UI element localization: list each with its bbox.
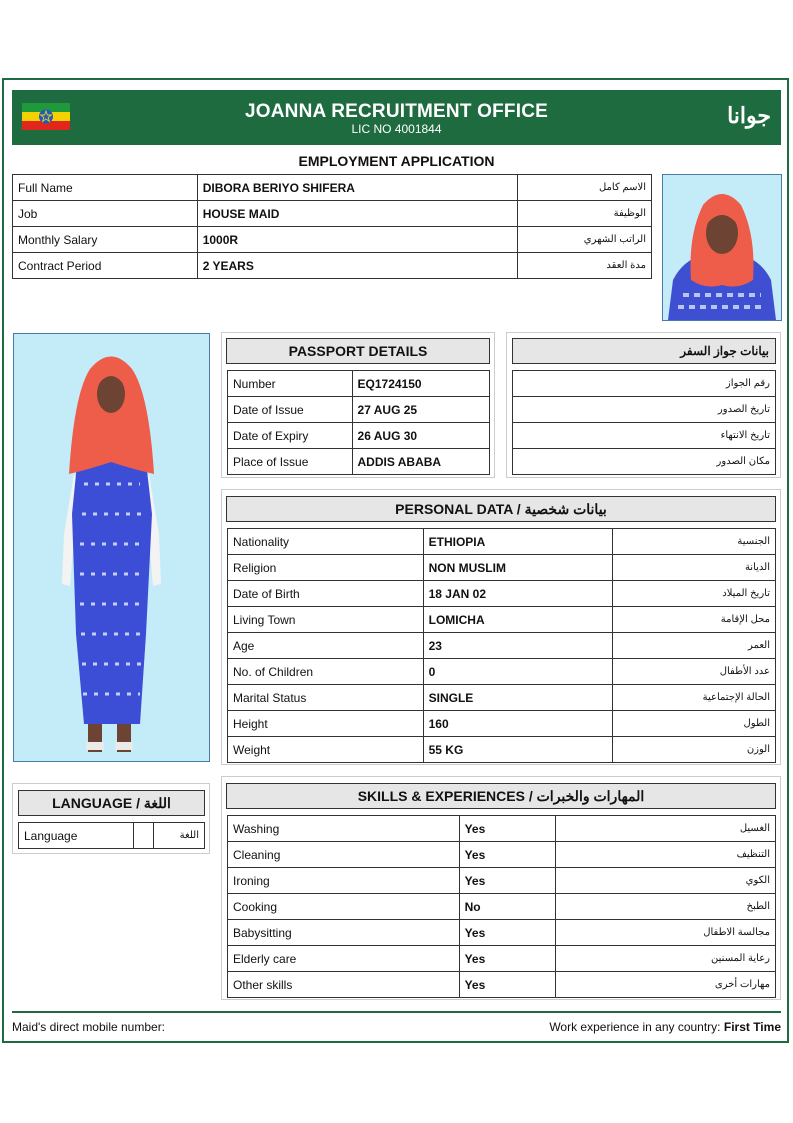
summary-value: HOUSE MAID (197, 201, 517, 227)
personal-label-arabic: الحالة الإجتماعية (613, 685, 776, 711)
table-row (228, 920, 776, 946)
summary-label: Job (13, 201, 198, 227)
table-row (228, 868, 776, 894)
table-row (513, 371, 776, 397)
summary-label-arabic: الاسم كامل (518, 175, 652, 201)
skill-label: Other skills (228, 972, 460, 998)
skill-value: Yes (459, 920, 556, 946)
table-row (228, 449, 490, 475)
passport-arabic-panel (506, 332, 781, 478)
personal-value: 18 JAN 02 (423, 581, 613, 607)
passport-label: Place of Issue (228, 449, 353, 475)
personal-value: 0 (423, 659, 613, 685)
summary-value: DIBORA BERIYO SHIFERA (197, 175, 517, 201)
summary-value: 2 YEARS (197, 253, 517, 279)
passport-label: Number (228, 371, 353, 397)
personal-label: Religion (228, 555, 424, 581)
personal-value: NON MUSLIM (423, 555, 613, 581)
skill-label-arabic: التنظيف (556, 842, 776, 868)
personal-label-arabic: الوزن (613, 737, 776, 763)
header-banner (12, 90, 781, 145)
passport-label-arabic: مكان الصدور (513, 449, 776, 475)
personal-value: SINGLE (423, 685, 613, 711)
table-row (228, 946, 776, 972)
portrait-photo (662, 174, 782, 321)
personal-label: Living Town (228, 607, 424, 633)
passport-label: Date of Issue (228, 397, 353, 423)
summary-label-arabic: الوظيفة (518, 201, 652, 227)
org-name-arabic: جوانا (727, 103, 771, 128)
summary-label: Full Name (13, 175, 198, 201)
language-heading: LANGUAGE / اللغة (18, 790, 205, 816)
table-row (513, 423, 776, 449)
personal-label-arabic: الجنسية (613, 529, 776, 555)
skills-table (227, 815, 776, 998)
passport-panel (221, 332, 495, 478)
skill-value: No (459, 894, 556, 920)
passport-table (227, 370, 490, 475)
table-row (228, 529, 776, 555)
skill-label-arabic: مجالسة الاطفال (556, 920, 776, 946)
skills-heading: SKILLS & EXPERIENCES / المهارات والخبرات (226, 783, 776, 809)
passport-label: Date of Expiry (228, 423, 353, 449)
table-row (13, 227, 652, 253)
summary-value: 1000R (197, 227, 517, 253)
summary-label: Contract Period (13, 253, 198, 279)
table-row (13, 253, 652, 279)
page-title: EMPLOYMENT APPLICATION (298, 153, 495, 169)
personal-label-arabic: العمر (613, 633, 776, 659)
passport-heading-arabic: بيانات جواز السفر (512, 338, 776, 364)
summary-label-arabic: الراتب الشهري (518, 227, 652, 253)
full-body-photo (13, 333, 210, 762)
table-row (228, 423, 490, 449)
personal-label-arabic: الديانة (613, 555, 776, 581)
license-number: LIC NO 4001844 (351, 122, 442, 136)
table-row (228, 555, 776, 581)
org-name: JOANNA RECRUITMENT OFFICE (244, 101, 549, 122)
skill-label: Babysitting (228, 920, 460, 946)
table-row (228, 737, 776, 763)
personal-label: Height (228, 711, 424, 737)
personal-label-arabic: تاريخ الميلاد (613, 581, 776, 607)
table-row (228, 816, 776, 842)
mobile-number-label: Maid's direct mobile number: (12, 1020, 166, 1034)
summary-label-arabic: مدة العقد (518, 253, 652, 279)
skill-label: Cleaning (228, 842, 460, 868)
table-row (228, 633, 776, 659)
personal-label: Weight (228, 737, 424, 763)
personal-data-heading: PERSONAL DATA / بيانات شخصية (226, 496, 776, 522)
skill-value: Yes (459, 946, 556, 972)
passport-value: 27 AUG 25 (352, 397, 489, 423)
passport-label-arabic: تاريخ الانتهاء (513, 423, 776, 449)
skill-label: Ironing (228, 868, 460, 894)
skill-label-arabic: مهارات أخرى (556, 972, 776, 998)
work-experience-value: First Time (723, 1020, 781, 1034)
table-row (228, 894, 776, 920)
passport-value: ADDIS ABABA (352, 449, 489, 475)
person-full-body-icon (14, 334, 209, 761)
language-label: Language (19, 823, 134, 849)
passport-label-arabic: رقم الجواز (513, 371, 776, 397)
passport-label-arabic: تاريخ الصدور (513, 397, 776, 423)
table-row (13, 175, 652, 201)
skills-panel (221, 776, 781, 1000)
table-row (513, 397, 776, 423)
table-row (228, 842, 776, 868)
personal-value: 55 KG (423, 737, 613, 763)
skill-label-arabic: رعاية المسنين (556, 946, 776, 972)
skill-label-arabic: الطبخ (556, 894, 776, 920)
personal-value: 160 (423, 711, 613, 737)
summary-table (12, 174, 652, 279)
footer-divider (12, 1011, 781, 1013)
work-experience-label: Work experience in any country: (549, 1020, 721, 1034)
personal-value: 23 (423, 633, 613, 659)
passport-arabic-table (512, 370, 776, 475)
table-row (228, 371, 490, 397)
table-row (228, 659, 776, 685)
skill-label-arabic: الكوي (556, 868, 776, 894)
personal-data-table (227, 528, 776, 763)
personal-label: Nationality (228, 529, 424, 555)
table-row (228, 685, 776, 711)
table-row (228, 397, 490, 423)
personal-label: Marital Status (228, 685, 424, 711)
skill-value: Yes (459, 842, 556, 868)
personal-label: Date of Birth (228, 581, 424, 607)
table-row (513, 449, 776, 475)
skill-value: Yes (459, 868, 556, 894)
personal-label-arabic: عدد الأطفال (613, 659, 776, 685)
personal-label-arabic: محل الإقامة (613, 607, 776, 633)
table-row (228, 972, 776, 998)
table-row (228, 607, 776, 633)
work-experience (549, 1020, 781, 1034)
language-table (18, 822, 205, 849)
skill-label: Elderly care (228, 946, 460, 972)
personal-value: LOMICHA (423, 607, 613, 633)
passport-value: EQ1724150 (352, 371, 489, 397)
person-portrait-icon (663, 175, 781, 320)
table-row (228, 711, 776, 737)
table-row (19, 823, 205, 849)
personal-label: No. of Children (228, 659, 424, 685)
passport-heading: PASSPORT DETAILS (226, 338, 490, 364)
passport-value: 26 AUG 30 (352, 423, 489, 449)
language-panel (12, 783, 210, 854)
skill-value: Yes (459, 972, 556, 998)
skill-value: Yes (459, 816, 556, 842)
skill-label-arabic: الغسيل (556, 816, 776, 842)
table-row (13, 201, 652, 227)
summary-label: Monthly Salary (13, 227, 198, 253)
language-value (134, 823, 154, 849)
language-label-arabic: اللغة (154, 823, 205, 849)
personal-data-panel (221, 489, 781, 765)
table-row (228, 581, 776, 607)
skill-label: Cooking (228, 894, 460, 920)
skill-label: Washing (228, 816, 460, 842)
personal-label: Age (228, 633, 424, 659)
personal-label-arabic: الطول (613, 711, 776, 737)
personal-value: ETHIOPIA (423, 529, 613, 555)
